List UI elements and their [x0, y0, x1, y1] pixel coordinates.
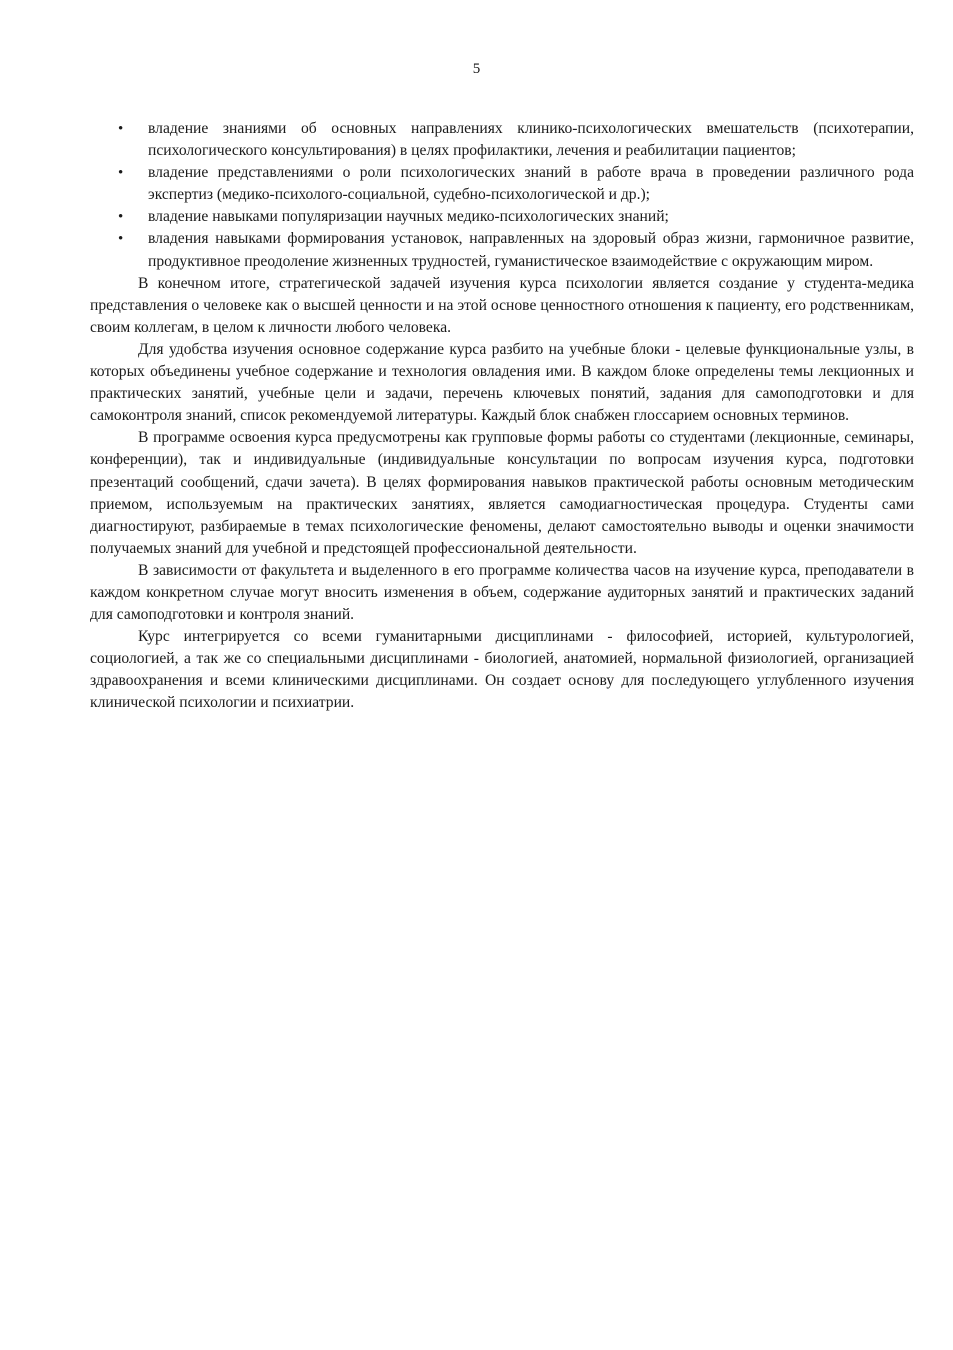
page-number: 5 — [472, 61, 481, 77]
list-item-text: владения навыками формирования установок, направленных на здоровый образ жизни, гармоничное развитие, продуктивное преодоление жизненных трудностей, гуманистическое взаимодействие с окружающим миром. — [148, 230, 914, 270]
competency-list — [90, 118, 914, 273]
list-item — [90, 206, 914, 228]
list-item-text: владение знаниями об основных направлениях клинико-психологических вмешательств (психотерапии, психологического консультирования) в целях профилактики, лечения и реабилитации пациентов; — [148, 120, 914, 160]
bullet-icon: • — [118, 165, 124, 182]
list-item — [90, 228, 914, 272]
list-item-text: владение представлениями о роли психологических знаний в работе врача в проведении различного рода экспертиз (медико-психолого-социальной, судебно-психологической и др.); — [148, 164, 914, 204]
list-item — [90, 118, 914, 162]
paragraph-strategic-goal: В конечном итоге, стратегической задачей изучения курса психологии является создание у студента-медика представления о человеке как о высшей ценности и на этой основе ценностного отношения к пациенту, его родственникам, своим коллегам, в целом к личности любого человека. — [90, 274, 914, 336]
document-body — [90, 118, 914, 715]
list-item — [90, 162, 914, 206]
paragraph-faculty-variation: В зависимости от факультета и выделенного в его программе количества часов на изучение курса, преподаватели в каждом конкретном случае могут вносить изменения в объем, содержание аудиторных занятий и практических заданий для самоподготовки и контроля знаний. — [90, 561, 914, 624]
paragraph-integration: Курс интегрируется со всеми гуманитарными дисциплинами - философией, историей, культурологией, социологией, а так же со специальными дисциплинами - биологией, анатомией, нормальной физиологией, организацией здравоохранения и всеми клиническими дисциплинами. Он создает основу для последующего углубленного изучения клинической психологии и психиатрии. — [90, 628, 914, 712]
bullet-icon: • — [118, 209, 124, 226]
paragraph-course-structure: Для удобства изучения основное содержание курса разбито на учебные блоки - целевые функциональные узлы, в которых объединены учебное содержание и технология овладения ими. В каждом блоке определены темы лекционных и практических занятий, учебные цели и задачи, перечень ключевых понятий, задания для самоподготовки и для самоконтроля знаний, список рекомендуемой литературы. Каждый блок снабжен глоссарием основных терминов. — [90, 340, 914, 425]
list-item-text: владение навыками популяризации научных медико-психологических знаний; — [148, 208, 669, 226]
bullet-icon: • — [118, 231, 124, 248]
paragraph-work-forms: В программе освоения курса предусмотрены как групповые формы работы со студентами (лекционные, семинары, конференции), так и индивидуальные (индивидуальные консультации по вопросам изучения курса, подготовки презентаций сообщений, сдачи зачета). В целях формирования навыков практической работы основным методическим приемом, используемым на практических занятиях, является самодиагностическая процедура. Студенты сами диагностируют, разбираемые в темах психологические феномены, делают самостоятельно выводы и оценки значимости получаемых знаний для учебной и предстоящей профессиональной деятельности. — [90, 429, 914, 557]
bullet-icon: • — [118, 121, 124, 137]
